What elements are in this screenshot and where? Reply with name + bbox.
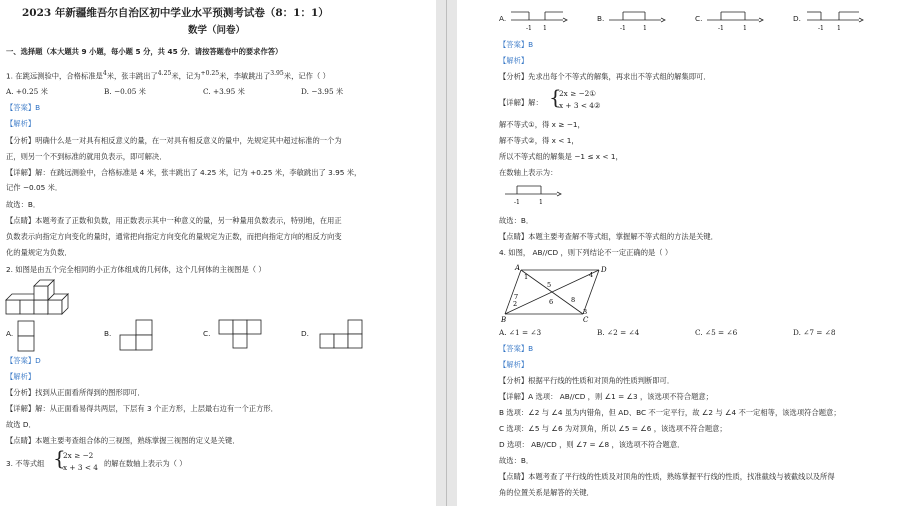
q4-xiangjie-b: B 选项：∠2 与 ∠4 虽为内错角，但 AD、BC 不一定平行，故 ∠2 与 ∠4 不一定相等，该选项符合题意；	[499, 408, 841, 417]
q3-fenxi: 【分析】先求出每个不等式的解集，再求出不等式组的解集即可．	[499, 72, 711, 81]
point-d: D	[601, 266, 607, 274]
q1-option-d: D. −3.95 米	[301, 87, 344, 96]
q1-fenxi-1: 【分析】明确什么是一对具有相反意义的量，在一对具有相反意义的量中，先规定其中超过标准的一个为	[6, 136, 342, 145]
q1-dianjing-2: 负数表示向指定方向变化的量时，通常把向指定方向变化的量规定为正数，而把向指定方向的相反方向变	[6, 232, 342, 241]
q2-stem: 2. 如图是由五个完全相同的小正方体组成的几何体，这个几何体的主视图是（ ）	[6, 265, 266, 274]
q3-option-d-label: D.	[793, 14, 801, 23]
q4-option-c: C. ∠5 = ∠6	[695, 328, 738, 337]
q3-xiangjie-brace: {	[549, 85, 562, 109]
q2-fenxi: 【分析】找到从正面看所得到的图形即可．	[6, 388, 145, 397]
q4-stem: 4. 如图， AB//CD ，则下列结论不一定正确的是（ ）	[499, 248, 673, 257]
q3-prefix: 3. 不等式组	[6, 459, 45, 468]
q4-answer: 【答案】B	[499, 344, 534, 353]
q1-dianjing-3: 化的量规定为负数．	[6, 248, 72, 257]
q1-dianjing-1: 【点睛】本题考查了正数和负数，用正数表示其中一种意义的量，另一种量用负数表示，特别地，在用正	[6, 216, 342, 225]
q4-xiangjie-a: 【详解】A 选项： AB//CD ，则 ∠1 = ∠3 ，该选项不符合题意；	[499, 392, 713, 401]
point-c: C	[583, 316, 589, 324]
q3-step-2: 解不等式②，得 x < 1，	[499, 136, 579, 145]
q2-xiangjie: 【详解】解：从正面看易得共两层，下层有 3 个正方形，上层最右边有一个正方形．	[6, 404, 278, 413]
page-gap	[446, 0, 447, 506]
angle-label-8: 8	[571, 296, 576, 304]
q4-option-a: A. ∠1 = ∠3	[499, 328, 542, 337]
q2-dianjing: 【点睛】本题主要考查组合体的三视图，熟练掌握三视图的定义是关键．	[6, 436, 240, 445]
angle-label-3: 3	[583, 308, 588, 316]
svg-text:-1: -1	[514, 199, 520, 206]
q4-guxuan: 故选：B．	[499, 456, 534, 465]
q3-option-a-label: A.	[499, 14, 507, 23]
q3-dianjing: 【点睛】本题主要考查解不等式组，掌握解不等式组的方法是关键．	[499, 232, 718, 241]
angle-label-5: 5	[547, 281, 552, 289]
q1-xiangjie-2: 记作 −0.05 米．	[6, 183, 63, 192]
svg-text:1: 1	[837, 25, 841, 32]
q3-solution-numberline	[503, 182, 563, 208]
angle-label-6: 6	[549, 298, 554, 306]
q2-option-c-label: C.	[203, 329, 211, 338]
q4-xiangjie-c: C 选项：∠5 与 ∠6 为对顶角，所以 ∠5 = ∠6 ，该选项不符合题意；	[499, 424, 727, 433]
q3-suffix: 的解在数轴上表示为（ ）	[104, 459, 187, 468]
point-a: A	[515, 264, 521, 272]
q2-option-a-figure	[16, 319, 40, 353]
q2-jiexi: 【解析】	[6, 372, 36, 381]
q1-option-c: C. +3.95 米	[203, 87, 245, 96]
svg-text:-1: -1	[818, 25, 824, 32]
q3-step-4: 在数轴上表示为：	[499, 168, 558, 177]
q3-eq2: x + 3 < 4	[63, 463, 98, 472]
q4-jiexi: 【解析】	[499, 360, 529, 369]
q3-option-b-numberline	[607, 8, 667, 34]
q2-option-d-label: D.	[301, 329, 309, 338]
svg-text:1: 1	[643, 25, 647, 32]
svg-text:1: 1	[743, 25, 747, 32]
svg-text:1: 1	[543, 25, 547, 32]
q3-answer: 【答案】B	[499, 40, 534, 49]
q1-guxuan: 故选：B．	[6, 200, 41, 209]
q4-dianjing-2: 角的位置关系是解答的关键．	[499, 488, 594, 497]
right-page	[457, 0, 900, 506]
q3-eq1: 2x ≥ −2	[63, 451, 94, 460]
q3-option-c-label: C.	[695, 14, 703, 23]
q2-guxuan: 故选 D．	[6, 420, 36, 429]
q3-step-1: 解不等式①，得 x ≥ −1，	[499, 120, 585, 129]
angle-label-7: 7	[514, 293, 519, 301]
section-heading: 一、选择题（本大题共 9 小题，每小题 5 分，共 45 分．请按答题卷中的要求作答）	[6, 47, 283, 56]
q4-dianjing-1: 【点睛】本题考查了平行线的性质及对顶角的性质，熟练掌握平行线的性质，找准截线与被截线以及所得	[499, 472, 835, 481]
q3-option-c-numberline	[705, 8, 765, 34]
q2-answer: 【答案】D	[6, 356, 41, 365]
q1-option-a: A. +0.25 米	[6, 87, 48, 96]
q2-option-b-figure	[114, 318, 160, 354]
q4-xiangjie-d: D 选项： AB//CD ，则 ∠7 = ∠8 ，该选项不符合题意．	[499, 440, 685, 449]
q4-figure	[501, 264, 611, 322]
svg-text:1: 1	[539, 199, 543, 206]
q1-xiangjie-1: 【详解】解：在跳远测验中，合格标准是 4 米，张丰跳出了 4.25 米，记为 +0.25 米，李敏跳出了 3.95 米，	[6, 168, 362, 177]
angle-label-2: 2	[513, 300, 518, 308]
q3-xj-eq1: 2x ≥ −2①	[559, 89, 596, 98]
q3-option-d-numberline	[805, 8, 865, 34]
q3-xj-eq2: x + 3 < 4②	[559, 101, 601, 110]
q2-solid-figure	[4, 280, 82, 320]
q2-option-d-figure	[310, 318, 370, 354]
q2-option-a-label: A.	[6, 329, 14, 338]
q3-xiangjie-prefix: 【详解】解：	[499, 98, 543, 107]
q3-brace: {	[53, 446, 66, 470]
svg-text:-1: -1	[620, 25, 626, 32]
q1-fenxi-2: 正，则另一个不到标准的就用负表示，即可解决．	[6, 152, 167, 161]
q3-guxuan: 故选：B．	[499, 216, 534, 225]
q2-option-c-figure	[213, 318, 269, 354]
exam-title: 2023 年新疆维吾尔自治区初中学业水平预测考试卷（8：1：1）	[22, 7, 329, 19]
q3-jiexi: 【解析】	[499, 56, 529, 65]
point-b: B	[501, 316, 507, 324]
angle-label-1: 1	[524, 273, 529, 281]
svg-text:-1: -1	[526, 25, 532, 32]
left-page	[0, 0, 436, 506]
q1-jiexi: 【解析】	[6, 119, 36, 128]
q1-stem: 1. 在跳远测验中，合格标准是$^4$米，张丰跳出了$^{4.25}$米，记为$^{+0.25}$米，李敏跳出了$^{3.95}$米，记作（ ）	[6, 70, 330, 81]
q3-step-3: 所以不等式组的解集是 −1 ≤ x < 1，	[499, 152, 623, 161]
angle-label-4: 4	[589, 271, 594, 279]
svg-text:-1: -1	[718, 25, 724, 32]
q4-option-d: D. ∠7 = ∠8	[793, 328, 836, 337]
q2-option-b-label: B.	[104, 329, 112, 338]
q1-option-b: B. −0.05 米	[104, 87, 146, 96]
q3-option-a-numberline	[509, 8, 569, 34]
q1-answer: 【答案】B	[6, 103, 41, 112]
exam-subtitle: 数学（问卷）	[188, 25, 246, 36]
q3-option-b-label: B.	[597, 14, 605, 23]
q4-option-b: B. ∠2 = ∠4	[597, 328, 640, 337]
q4-fenxi: 【分析】根据平行线的性质和对顶角的性质判断即可．	[499, 376, 675, 385]
